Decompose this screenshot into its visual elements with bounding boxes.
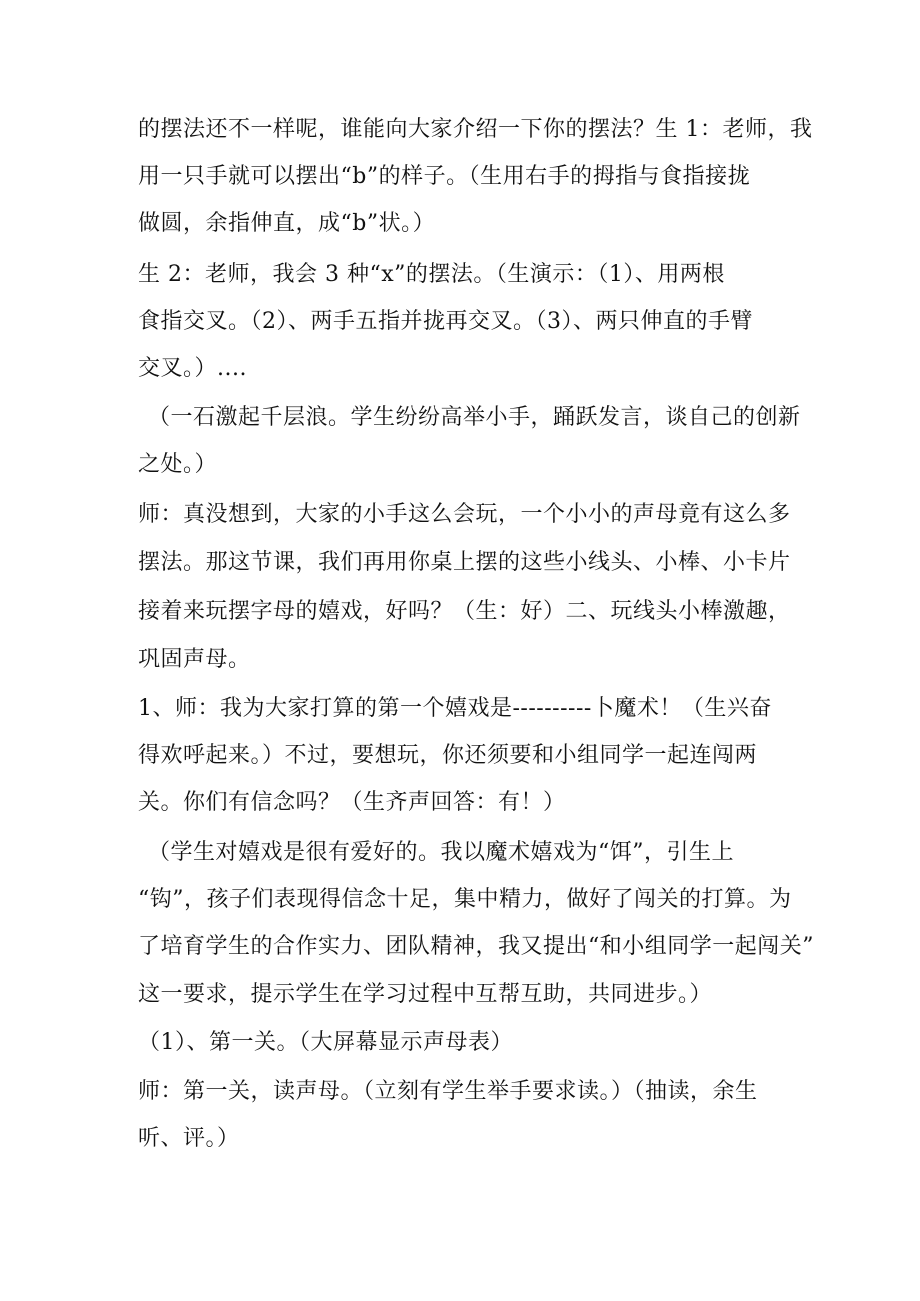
text-line: 摆法。那这节课，我们再用你桌上摆的这些小线头、小棒、小卡片 [138, 550, 791, 575]
text-line: 关。你们有信念吗？（生齐声回答：有！） [138, 790, 566, 815]
text-line: 巩固声母。 [138, 647, 251, 672]
text-line: “钩”，孩子们表现得信念十足，集中精力，做好了闯关的打算。为 [138, 887, 792, 912]
text-line: 生 2：老师，我会 3 种“x”的摆法。（生演示：（1）、用两根 [138, 262, 725, 287]
text-line: 交叉。）.... [138, 356, 247, 381]
text-line: 听、评。） [138, 1126, 240, 1151]
text-line: （1）、第一关。（大屏幕显示声母表） [138, 1030, 513, 1055]
text-line: 得欢呼起来。）不过，要想玩，你还须要和小组同学一起连闯两 [138, 743, 758, 768]
text-line: 了培育学生的合作实力、团队精神，我又提出“和小组同学一起闯关” [138, 934, 814, 959]
text-line: 的摆法还不一样呢，谁能向大家介绍一下你的摆法？生 1：老师，我 [138, 117, 813, 142]
text-line: 师：真没想到，大家的小手这么会玩，一个小小的声母竟有这么多 [138, 502, 791, 527]
text-line: 之处。） [138, 452, 218, 477]
text-line: （一石激起千层浪。学生纷纷高举小手，踊跃发言，谈自己的创新 [148, 405, 801, 430]
text-line: （学生对嬉戏是很有爱好的。我以魔术嬉戏为“饵”，引生上 [148, 840, 734, 865]
text-line: 1、师：我为大家打算的第一个嬉戏是----------卜魔术！（生兴奋 [138, 696, 772, 721]
text-line: 做圆，余指伸直，成“b”状。） [138, 211, 436, 236]
text-line: 这一要求，提示学生在学习过程中互帮互助，共同进步。） [138, 982, 713, 1007]
text-line: 用一只手就可以摆出“b”的样子。（生用右手的拇指与食指接拢 [138, 164, 751, 189]
text-line: 师：第一关，读声母。（立刻有学生举手要求读。）（抽读，余生 [138, 1079, 758, 1104]
text-line: 食指交叉。（2）、两手五指并拢再交叉。（3）、两只伸直的手臂 [138, 309, 753, 334]
text-line: 接着来玩摆字母的嬉戏，好吗？（生：好）二、玩线头小棒激趣， [138, 599, 791, 624]
